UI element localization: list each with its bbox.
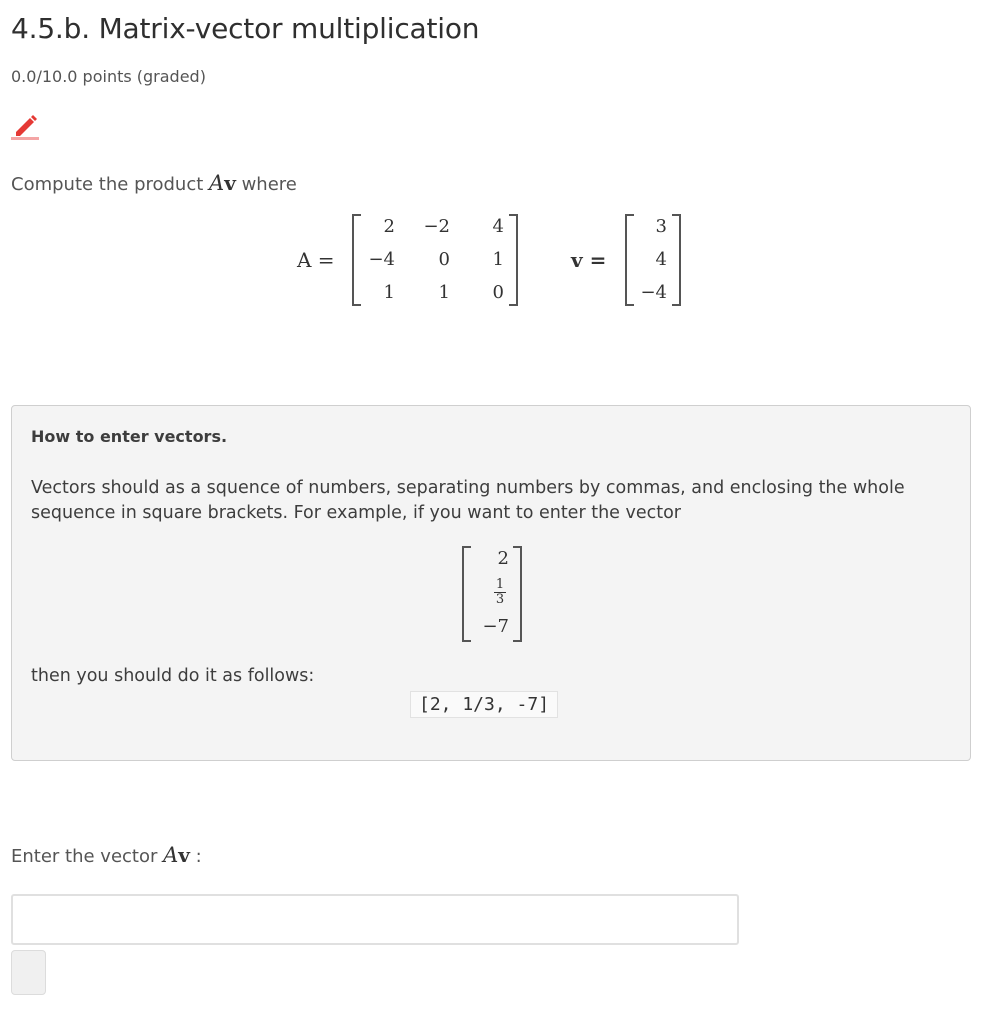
example-fraction xyxy=(494,578,506,607)
pencil-icon[interactable] xyxy=(11,111,41,141)
help-title: How to enter vectors. xyxy=(31,427,228,446)
example-bottom-value: −7 xyxy=(482,616,509,637)
answer-label-suffix: : xyxy=(195,846,202,867)
example-vector xyxy=(462,546,522,642)
vector-v-left-bracket xyxy=(625,214,634,306)
points-status: 0.0/10.0 points (graded) xyxy=(11,67,206,86)
example-code: [2, 1/3, -7] xyxy=(410,691,558,718)
help-body: Vectors should as a squence of numbers, separating numbers by commas, and enclosing the whole sequence in square brackets. For example, if you want to enter the vector xyxy=(31,478,905,523)
matrix-a-cell: 2 xyxy=(383,216,395,237)
answer-input[interactable] xyxy=(11,894,739,945)
matrix-a-cell: 4 xyxy=(492,216,504,237)
matrix-a-right-bracket xyxy=(509,214,518,306)
vector-v-cell: −4 xyxy=(640,282,667,303)
example-top-value: 2 xyxy=(497,548,509,569)
answer-vector-symbol: v xyxy=(178,843,190,867)
matrix-a-cell: −2 xyxy=(423,216,450,237)
help-box xyxy=(11,405,971,761)
problem-prompt xyxy=(11,171,297,195)
vector-v-right-bracket xyxy=(672,214,681,306)
vector-v xyxy=(625,214,681,306)
matrix-a-cell: 1 xyxy=(492,249,504,270)
example-fraction-denominator: 3 xyxy=(495,592,505,607)
prompt-prefix: Compute the product xyxy=(11,174,204,195)
example-right-bracket xyxy=(513,546,522,642)
matrix-a-cell: 1 xyxy=(383,282,395,303)
vector-v-cell: 4 xyxy=(655,249,667,270)
answer-matrix-symbol: A xyxy=(163,843,179,867)
vector-v-label: v = xyxy=(571,248,607,272)
matrix-a-cell: 0 xyxy=(438,249,450,270)
matrix-a-label: A = xyxy=(297,248,335,272)
answer-label xyxy=(11,843,202,867)
matrix-a-cell: −4 xyxy=(368,249,395,270)
matrix-a-cell: 1 xyxy=(438,282,450,303)
example-fraction-numerator: 1 xyxy=(495,577,505,592)
example-left-bracket xyxy=(462,546,471,642)
prompt-matrix-symbol: A xyxy=(209,171,225,195)
help-then-text: then you should do it as follows: xyxy=(31,666,315,686)
matrix-a xyxy=(352,214,518,306)
answer-label-prefix: Enter the vector xyxy=(11,846,158,867)
submit-button[interactable] xyxy=(11,950,46,995)
matrix-a-cell: 0 xyxy=(492,282,504,303)
matrix-a-left-bracket xyxy=(352,214,361,306)
prompt-vector-symbol: v xyxy=(224,171,236,195)
vector-v-cell: 3 xyxy=(655,216,667,237)
problem-title: 4.5.b. Matrix-vector multiplication xyxy=(11,12,480,45)
prompt-suffix: where xyxy=(241,174,297,195)
